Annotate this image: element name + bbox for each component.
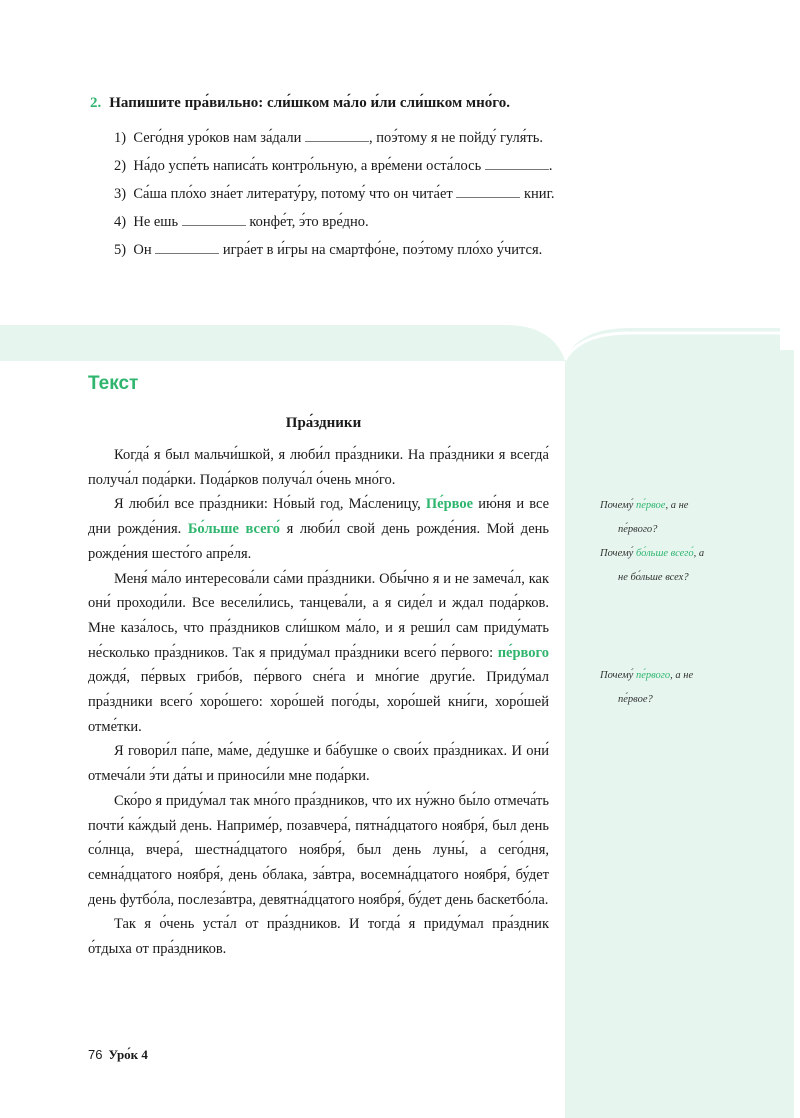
exercise-list xyxy=(114,126,555,266)
highlight-pervogo: пе́рвого xyxy=(497,644,549,661)
item-text: Он xyxy=(133,242,152,258)
item-text: конфе́т, э́то вре́дно. xyxy=(249,214,369,230)
paragraph: Так я о́чень уста́л от пра́здников. И тогда́ я приду́мал пра́здник о́тдыха от пра́здников. xyxy=(88,916,549,958)
item-text: Са́ша пло́хо зна́ет литерату́ру, потому́ что он чита́ет xyxy=(133,186,453,202)
item-text: . xyxy=(548,158,553,174)
text-title: Пра́здники xyxy=(285,415,362,431)
item-number: 5) xyxy=(114,242,127,258)
paragraph: Когда́ я был мальчи́шкой, я люби́л пра́здники. На пра́здники я всегда́ получа́л пода́рки. Пода́рков получа́л о́чень мно́го. xyxy=(88,447,549,488)
highlight-pervoe: Пе́рвое xyxy=(425,496,474,513)
answer-blank[interactable] xyxy=(456,183,520,198)
page-number: 76 xyxy=(88,1047,103,1062)
margin-note: Почему́ пе́рвое, а не пе́рвого? xyxy=(600,500,689,535)
exercise-number: 2. xyxy=(90,95,102,111)
exercise-item xyxy=(114,238,555,266)
answer-blank[interactable] xyxy=(182,211,246,226)
page-footer xyxy=(88,1047,148,1063)
answer-blank[interactable] xyxy=(155,239,219,254)
exercise-item xyxy=(114,126,555,154)
paragraph: Меня́ ма́ло интересова́ли са́ми пра́здники. Обы́чно я и не замеча́л, как они́ проходи́ли. Все весели́лись, танцева́ли, а я сиде́л и ждал пода́рков. Мне каза́лось, что пра́здников сли́шком ма́ло, и я реши́л сам приду́мать не́сколько пра́здников. Так я приду́мал пра́здники всего́ пе́рвого: пе́рвого дождя́, пе́рвых грибо́в, пе́рвого сне́га и мно́гие други́е. Приду́мал пра́здники всего́ хоро́шего: хоро́шей пого́ды, хоро́шей кни́ги, хоро́шей отме́тки. xyxy=(88,570,549,735)
margin-note: Почему́ пе́рвого, а не пе́рвое? xyxy=(600,670,694,705)
band-top xyxy=(0,325,565,361)
item-text: Не ешь xyxy=(133,214,179,230)
item-text: игра́ет в и́гры на смартфо́не, поэ́тому пло́хо у́чится. xyxy=(222,242,543,258)
exercise-item xyxy=(114,210,555,238)
exercise-title: Напишите пра́вильно: сли́шком ма́ло и́ли сли́шком мно́го. xyxy=(109,95,510,111)
exercise-item xyxy=(114,182,555,210)
paragraph: Я люби́л все пра́здники: Но́вый год, Ма́сленицу, Пе́рвое ию́ня и все дни рожде́ния. Бо́льше всего́ я люби́л свой день рожде́ния. Мой день рожде́ния шесто́го апре́ля. xyxy=(88,496,550,562)
highlight-bolshe-vsego: Бо́льше всего́ xyxy=(187,521,281,538)
paragraph: Ско́ро я приду́мал так мно́го пра́здников, что их ну́жно бы́ло отмеча́ть почти́ ка́ждый день. Наприме́р, позавчера́, пятна́дцатого ноября́, был день со́лнца, вчера́, шестна́дцатого ноября́, был день луны́, а сего́дня, семна́дцатого ноября́, день о́блака, за́втра, восемна́дцатого ноября́, бу́дет день футбо́ла, послеза́втра, девятна́дцатого ноября́, бу́дет день баскетбо́ла. xyxy=(88,792,549,908)
exercise-item xyxy=(114,154,555,182)
margin-column xyxy=(565,328,794,1118)
item-number: 3) xyxy=(114,186,127,202)
item-number: 2) xyxy=(114,158,127,174)
item-number: 1) xyxy=(114,130,127,146)
answer-blank[interactable] xyxy=(485,155,549,170)
section-title: Текст xyxy=(88,373,139,394)
item-text: На́до успе́ть написа́ть контро́льную, а вре́мени оста́лось xyxy=(133,158,482,174)
item-number: 4) xyxy=(114,214,127,230)
reading-text xyxy=(88,443,549,962)
item-text: книг. xyxy=(524,186,555,202)
exercise-heading xyxy=(90,95,510,112)
item-text: , поэ́тому я не пойду́ гуля́ть. xyxy=(368,130,543,146)
paragraph: Я говори́л па́пе, ма́ме, де́душке и ба́бушке о свои́х пра́здниках. И они́ отмеча́ли э́ти да́ты и приноси́ли мне пода́рки. xyxy=(88,743,549,785)
margin-note: Почему́ бо́льше всего́, а не бо́льше всех? xyxy=(600,548,705,583)
lesson-label: Уро́к 4 xyxy=(108,1047,148,1062)
answer-blank[interactable] xyxy=(305,127,369,142)
item-text: Сего́дня уро́ков нам за́дали xyxy=(133,130,302,146)
